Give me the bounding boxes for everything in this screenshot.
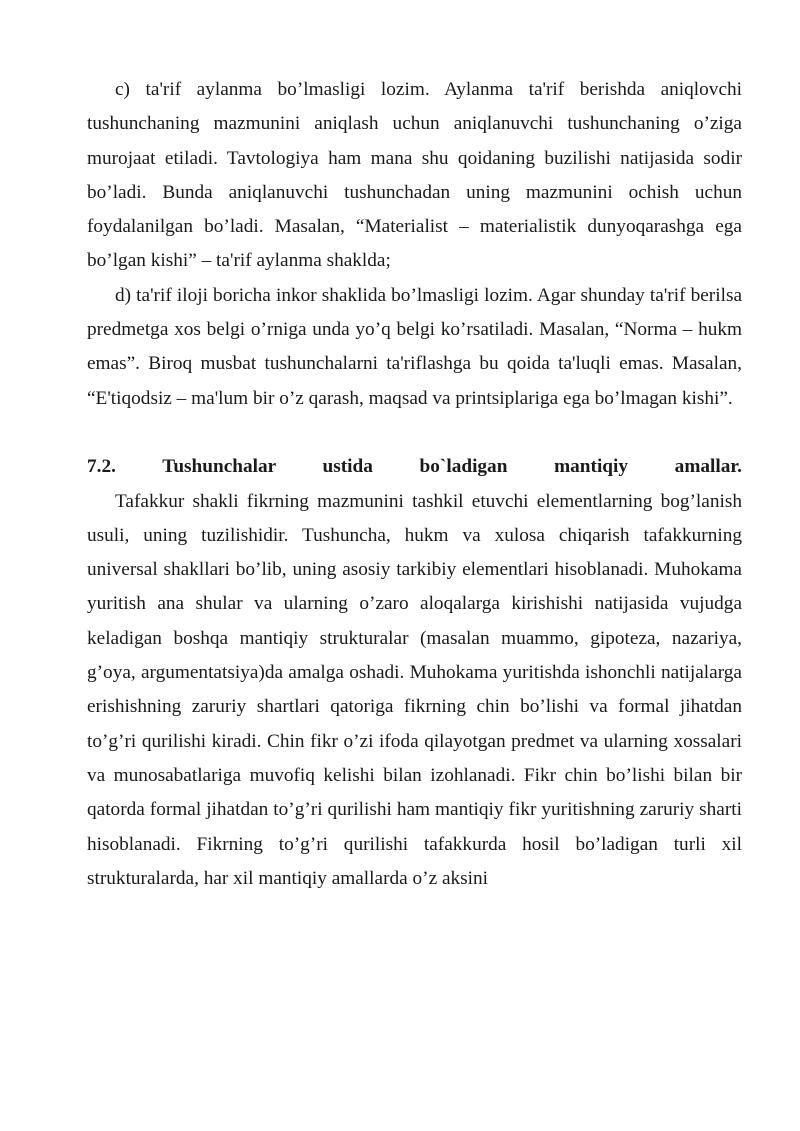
paragraph-body: Tafakkur shakli fikrning mazmunini tashkil etuvchi elementlarning bog’lanish usuli, uning tuzilishidir. Tushuncha, hukm va xulosa chiqarish tafakkurning universal shakllari bo’lib, uning asosiy tarkibiy elementlari hisoblanadi. Muhokama yuritish ana shular va ularning o’zaro aloqalarga kirishishi natijasida vujudga keladigan boshqa mantiqiy strukturalar (masalan muammo, gipoteza, nazariya, g’oya, argumentatsiya)da amalga oshadi. Muhokama yuritishda ishonchli natijalarga erishishning zaruriy shartlari qatoriga fikrning chin bo’lishi va formal jihatdan to’g’ri qurilishi kiradi. Chin fikr o’zi ifoda qilayotgan predmet va ularning xossalari va munosabatlariga muvofiq kelishi bilan izohlanadi. Fikr chin bo’lishi bilan bir qatorda formal jihatdan to’g’ri qurilishi ham mantiqiy fikr yuritishning zaruriy sharti hisoblanadi. Fikrning to’g’ri qurilishi tafakkurda hosil bo’ladigan turli xil strukturalarda, har xil mantiqiy amallarda o’z aksini xyxy=(87,490,742,889)
blank-line xyxy=(87,416,742,450)
section-heading: 7.2. Tushunchalar ustida bo`ladigan mantiqiy amallar. xyxy=(87,456,742,478)
paragraph-rule-d: d) ta'rif iloji boricha inkor shaklida bo’lmasligi lozim. Agar shunday ta'rif berilsa predmetga xos belgi o’rniga unda yo’q belgi ko’rsatiladi. Masalan, “Norma – hukm emas”. Biroq musbat tushunchalarni ta'riflashga bu qoida ta'luqli emas. Masalan, “E'tiqodsiz – ma'lum bir o’z qarash, maqsad va printsiplariga ega bo’lmagan kishi”. xyxy=(87,284,742,409)
paragraph-rule-c: c) ta'rif aylanma bo’lmasligi lozim. Aylanma ta'rif berishda aniqlovchi tushunchaning mazmunini aniqlash uchun aniqlanuvchi tushunchaning o’ziga murojaat etiladi. Tavtologiya ham mana shu qoidaning buzilishi natijasida sodir bo’ladi. Bunda aniqlanuvchi tushunchadan uning mazmunini ochish uchun foydalanilgan bo’ladi. Masalan, “Materialist – materialistik dunyoqarashga ega bo’lgan kishi” – ta'rif aylanma shaklda; xyxy=(87,79,742,272)
document-body xyxy=(87,73,742,896)
